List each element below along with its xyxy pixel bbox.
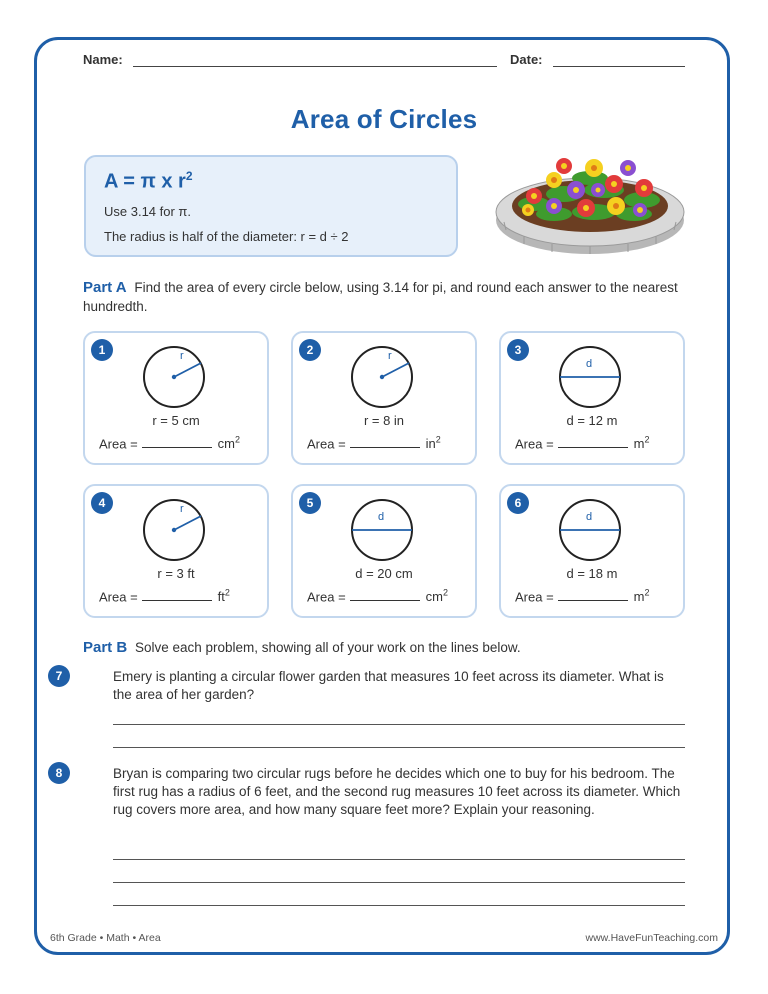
circle-card-3	[499, 331, 685, 465]
date-field[interactable]	[553, 66, 685, 67]
problem-badge: 1	[91, 339, 113, 361]
footer-website: www.HaveFunTeaching.com	[585, 932, 718, 944]
area-label: Area =	[515, 436, 554, 452]
radius-label: r	[180, 350, 184, 362]
diameter-label: d	[378, 511, 385, 523]
area-answer-blank[interactable]	[350, 435, 420, 448]
answer-line[interactable]	[113, 859, 685, 860]
part-a-label: Part A	[83, 279, 127, 296]
date-label: Date:	[510, 52, 543, 67]
area-answer-row	[99, 435, 259, 451]
circle-measurement: r = 3 ft	[157, 566, 195, 581]
problem-8-badge: 8	[48, 762, 70, 784]
circle-card-1	[83, 331, 269, 465]
radius-label: r	[180, 503, 184, 515]
part-a-instructions: Part A Find the area of every circle below, using 3.14 for pi, and round each answer to the nearest hundredth.	[83, 279, 678, 314]
circle-diagram	[142, 341, 208, 413]
diameter-label: d	[586, 358, 593, 370]
answer-line[interactable]	[113, 905, 685, 906]
circle-diagram	[142, 494, 208, 566]
circle-card-5	[291, 484, 477, 618]
area-label: Area =	[515, 589, 554, 605]
formula-box	[84, 155, 458, 257]
part-b-instructions: Part B Solve each problem, showing all of your work on the lines below.	[83, 639, 521, 656]
area-unit: $ft^2$	[217, 588, 230, 605]
problem-badge: 6	[507, 492, 529, 514]
name-label: Name:	[83, 52, 123, 67]
radius-label: r	[388, 350, 392, 362]
page-title: Area of Circles	[290, 104, 478, 134]
problem-badge: 5	[299, 492, 321, 514]
circle-diagram	[558, 341, 624, 413]
circle-card-2	[291, 331, 477, 465]
circle-measurement: d = 18 m	[566, 566, 618, 581]
problem-badge: 4	[91, 492, 113, 514]
area-label: Area =	[307, 589, 346, 605]
area-answer-row	[99, 588, 259, 604]
area-answer-blank[interactable]	[558, 588, 628, 601]
circle-measurement: r = 5 cm	[152, 413, 200, 428]
area-unit: $m^2$	[633, 435, 650, 452]
area-label: Area =	[307, 436, 346, 452]
answer-line[interactable]	[113, 882, 685, 883]
part-b-label: Part B	[83, 639, 128, 656]
answer-line[interactable]	[113, 747, 685, 748]
area-formula: A = π x $r^2$	[104, 169, 193, 193]
area-answer-blank[interactable]	[142, 588, 212, 601]
flower-bed-illustration	[494, 150, 690, 258]
problem-badge: 3	[507, 339, 529, 361]
circle-measurement: d = 20 cm	[355, 566, 413, 581]
area-unit: $in^2$	[425, 435, 441, 452]
footer-course: 6th Grade • Math • Area	[50, 932, 161, 944]
diameter-label: d	[586, 511, 593, 523]
area-answer-row	[307, 435, 467, 451]
area-answer-blank[interactable]	[142, 435, 212, 448]
circle-measurement: d = 12 m	[566, 413, 618, 428]
area-answer-row	[307, 588, 467, 604]
area-answer-row	[515, 588, 675, 604]
area-unit: $cm^2$	[425, 588, 449, 605]
circle-diagram	[350, 494, 416, 566]
area-label: Area =	[99, 589, 138, 605]
name-field[interactable]	[133, 66, 497, 67]
area-answer-blank[interactable]	[558, 435, 628, 448]
circle-card-6	[499, 484, 685, 618]
circle-diagram	[558, 494, 624, 566]
circle-measurement: r = 8 in	[363, 413, 405, 428]
answer-line[interactable]	[113, 724, 685, 725]
problem-7-text: Emery is planting a circular flower garden that measures 10 feet across its diameter. What is the area of her garden?	[113, 669, 664, 702]
problem-badge: 2	[299, 339, 321, 361]
circle-diagram	[350, 341, 416, 413]
circle-card-4	[83, 484, 269, 618]
area-answer-blank[interactable]	[350, 588, 420, 601]
area-unit: $cm^2$	[217, 435, 241, 452]
pi-note: Use 3.14 for π.	[104, 204, 192, 219]
radius-note: The radius is half of the diameter: r = d ÷ 2	[104, 229, 349, 244]
area-answer-row	[515, 435, 675, 451]
problem-8-text: Bryan is comparing two circular rugs before he decides which one to buy for his bedroom. The first rug has a radius of 6 feet, and the second rug measures 10 feet across its diameter. Which rug covers more area, and how many square feet more? Explain your reasoning.	[113, 766, 681, 817]
problem-7-badge: 7	[48, 665, 70, 687]
area-label: Area =	[99, 436, 138, 452]
area-unit: $m^2$	[633, 588, 650, 605]
